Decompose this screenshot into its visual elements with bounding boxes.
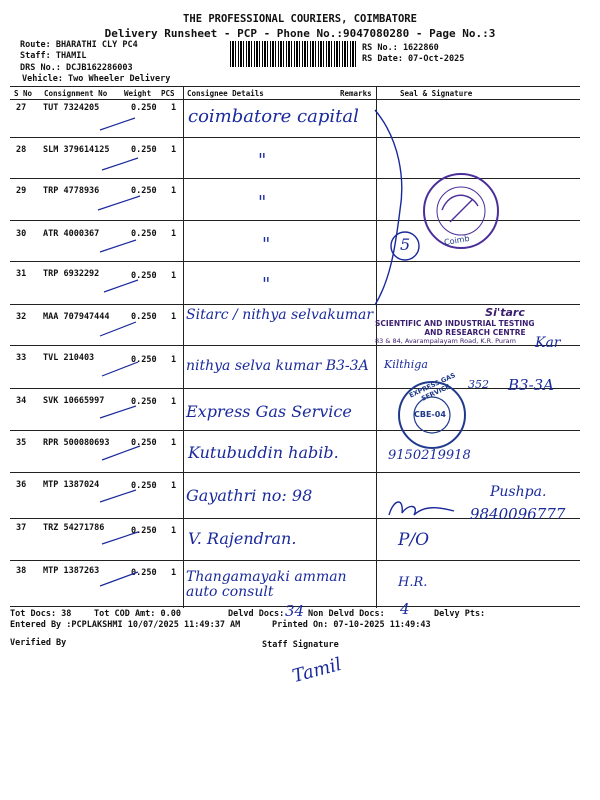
tick-mark: [100, 490, 136, 502]
row-sno: 37: [16, 523, 27, 533]
col-pcs: PCS: [161, 89, 175, 98]
tick-mark: [104, 280, 138, 292]
row-consignment: TUT 7324205: [43, 103, 100, 113]
round-stamp-text: Coimb: [443, 233, 471, 248]
row-weight: 0.250: [131, 568, 157, 578]
tick-mark: [100, 406, 136, 418]
row-consignee: nithya selva kumar B3-3A: [186, 358, 369, 374]
row-pcs: 1: [171, 312, 177, 322]
tick-mark: [102, 532, 138, 544]
non-delvd-value: 4: [400, 600, 410, 618]
row-consignment: TRP 4778936: [43, 186, 100, 196]
row-pcs: 1: [171, 103, 177, 113]
row-consignment: TRP 6932292: [43, 269, 100, 279]
row-weight: 0.250: [131, 186, 157, 196]
express-ring-text: EXPRESS GAS SERVICE: [407, 371, 457, 403]
row-consignment: TRZ 54271786: [43, 523, 105, 533]
col-sno: S No: [14, 89, 33, 98]
col-remarks: Remarks: [340, 89, 372, 98]
row-consignment: SVK 10665997: [43, 396, 105, 406]
row-consignee: Sitarc / nithya selvakumar: [186, 307, 374, 323]
seal-signature-33b: B3-3A: [508, 376, 555, 394]
sitarc-line2: AND RESEARCH CENTRE: [424, 328, 526, 337]
row-weight: 0.250: [131, 526, 157, 536]
seal-signature-35: 9150219918: [388, 448, 471, 463]
col-consignment: Consignment No: [44, 89, 108, 98]
sitarc-line1: SCIENTIFIC AND INDUSTRIAL TESTING: [375, 319, 535, 328]
seal-signature-33: Kilthiga: [384, 358, 428, 371]
tot-cod: Tot COD Amt: 0.00: [94, 609, 181, 619]
row-pcs: 1: [171, 145, 177, 155]
row-consignment: ATR 4000367: [43, 229, 100, 239]
vehicle-label: Vehicle: Two Wheeler Delivery: [22, 74, 171, 84]
row-pcs: 1: [171, 186, 177, 196]
row-sno: 30: [16, 229, 27, 239]
verified-by: Verified By: [10, 638, 67, 648]
row-consignment: MTP 1387024: [43, 480, 100, 490]
col-weight: Weight: [124, 89, 152, 98]
row-consignment: RPR 500080693: [43, 438, 110, 448]
tick-mark: [102, 158, 138, 170]
row-pcs: 1: [171, 397, 177, 407]
row-pcs: 1: [171, 568, 177, 578]
entered-by: Entered By :PCPLAKSHMI 10/07/2025 11:49:37 AM: [10, 620, 241, 630]
tot-docs: Tot Docs: 38: [10, 609, 72, 619]
tick-mark: [102, 446, 140, 460]
row-pcs: 1: [171, 438, 177, 448]
row-consignee: ": [262, 234, 271, 255]
row-pcs: 1: [171, 481, 177, 491]
delvd-docs-value: 34: [285, 602, 305, 620]
tick-mark: [100, 322, 136, 336]
row-pcs: 1: [171, 526, 177, 536]
runsheet-title: Delivery Runsheet - PCP - Phone No.:9047080280 - Page No.:3: [104, 27, 496, 40]
scribble-signature-36: [384, 493, 464, 523]
row-consignee: ": [258, 192, 267, 213]
company-title: THE PROFESSIONAL COURIERS, COIMBATORE: [183, 13, 417, 25]
row-consignee: Thangamayaki amman auto consult: [186, 569, 347, 600]
row-consignee: Kutubuddin habib.: [188, 443, 339, 462]
staff-signature-scribble: Tamil: [290, 653, 344, 688]
col-consignee: Consignee Details: [187, 89, 264, 98]
row-pcs: 1: [171, 271, 177, 281]
row-consignee: V. Rajendran.: [188, 529, 297, 548]
sitarc-line3: 83 & 84, Avarampalayam Road, K.R. Puram: [375, 337, 516, 345]
seal-phone-36: 9840096777: [470, 505, 566, 523]
sitarc-brand: Si'tarc: [485, 306, 525, 319]
row-weight: 0.250: [131, 355, 157, 365]
row-weight: 0.250: [131, 312, 157, 322]
row-consignment: MTP 1387263: [43, 566, 100, 576]
row-weight: 0.250: [131, 271, 157, 281]
drs-label: DRS No.: DCJB162286003: [20, 63, 133, 73]
non-delvd-label: Non Delvd Docs:: [308, 609, 385, 619]
count-circled: 5: [400, 235, 411, 254]
row-consignment: SLM 379614125: [43, 145, 110, 155]
row-sno: 29: [16, 186, 27, 196]
row-sno: 34: [16, 396, 27, 406]
row-weight: 0.250: [131, 145, 157, 155]
row-consignee: Gayathri no: 98: [186, 486, 313, 505]
tick-mark: [100, 572, 138, 586]
seal-signature-37: P/O: [398, 530, 430, 550]
seal-signature-32: Kar: [535, 335, 561, 351]
delvy-pts: Delvy Pts:: [434, 609, 486, 619]
row-sno: 33: [16, 353, 27, 363]
row-pcs: 1: [171, 355, 177, 365]
express-center-text: CBE-04: [414, 410, 446, 419]
tick-mark: [98, 196, 140, 210]
row-weight: 0.250: [131, 103, 157, 113]
row-consignee: ": [262, 274, 271, 295]
row-weight: 0.250: [131, 397, 157, 407]
seal-code: 352: [468, 378, 489, 391]
delivery-tick-marks: [90, 100, 190, 610]
row-consignee: ": [258, 150, 267, 171]
printed-on: Printed On: 07-10-2025 11:49:43: [272, 620, 431, 630]
row-sno: 38: [16, 566, 27, 576]
tick-mark: [100, 240, 136, 252]
rs-date: RS Date: 07-Oct-2025: [362, 54, 465, 64]
route-label: Route: BHARATHI CLY PC4: [20, 40, 138, 50]
tick-mark: [100, 118, 135, 130]
row-weight: 0.250: [131, 229, 157, 239]
row-weight: 0.250: [131, 481, 157, 491]
staff-signature-label: Staff Signature: [262, 640, 339, 650]
row-weight: 0.250: [131, 438, 157, 448]
row-consignee: Express Gas Service: [186, 402, 352, 421]
rs-no: RS No.: 1622860: [362, 43, 439, 53]
delvd-docs-label: Delvd Docs:: [228, 609, 285, 619]
seal-signature-38: H.R.: [398, 575, 428, 590]
staff-label: Staff: THAMIL: [20, 51, 87, 61]
row-sno: 27: [16, 103, 27, 113]
row-sno: 28: [16, 145, 27, 155]
row-consignment: MAA 707947444: [43, 312, 110, 322]
row-sno: 36: [16, 480, 27, 490]
seal-name-36: Pushpa.: [490, 484, 547, 500]
row-consignee: coimbatore capital: [188, 106, 359, 127]
row-pcs: 1: [171, 229, 177, 239]
header-top-rule: [10, 86, 580, 87]
row-sno: 35: [16, 438, 27, 448]
row-sno: 31: [16, 269, 27, 279]
tick-mark: [102, 362, 138, 376]
barcode: [230, 41, 358, 67]
col-seal: Seal & Signature: [400, 89, 473, 98]
row-sno: 32: [16, 312, 27, 322]
row-consignment: TVL 210403: [43, 353, 95, 363]
